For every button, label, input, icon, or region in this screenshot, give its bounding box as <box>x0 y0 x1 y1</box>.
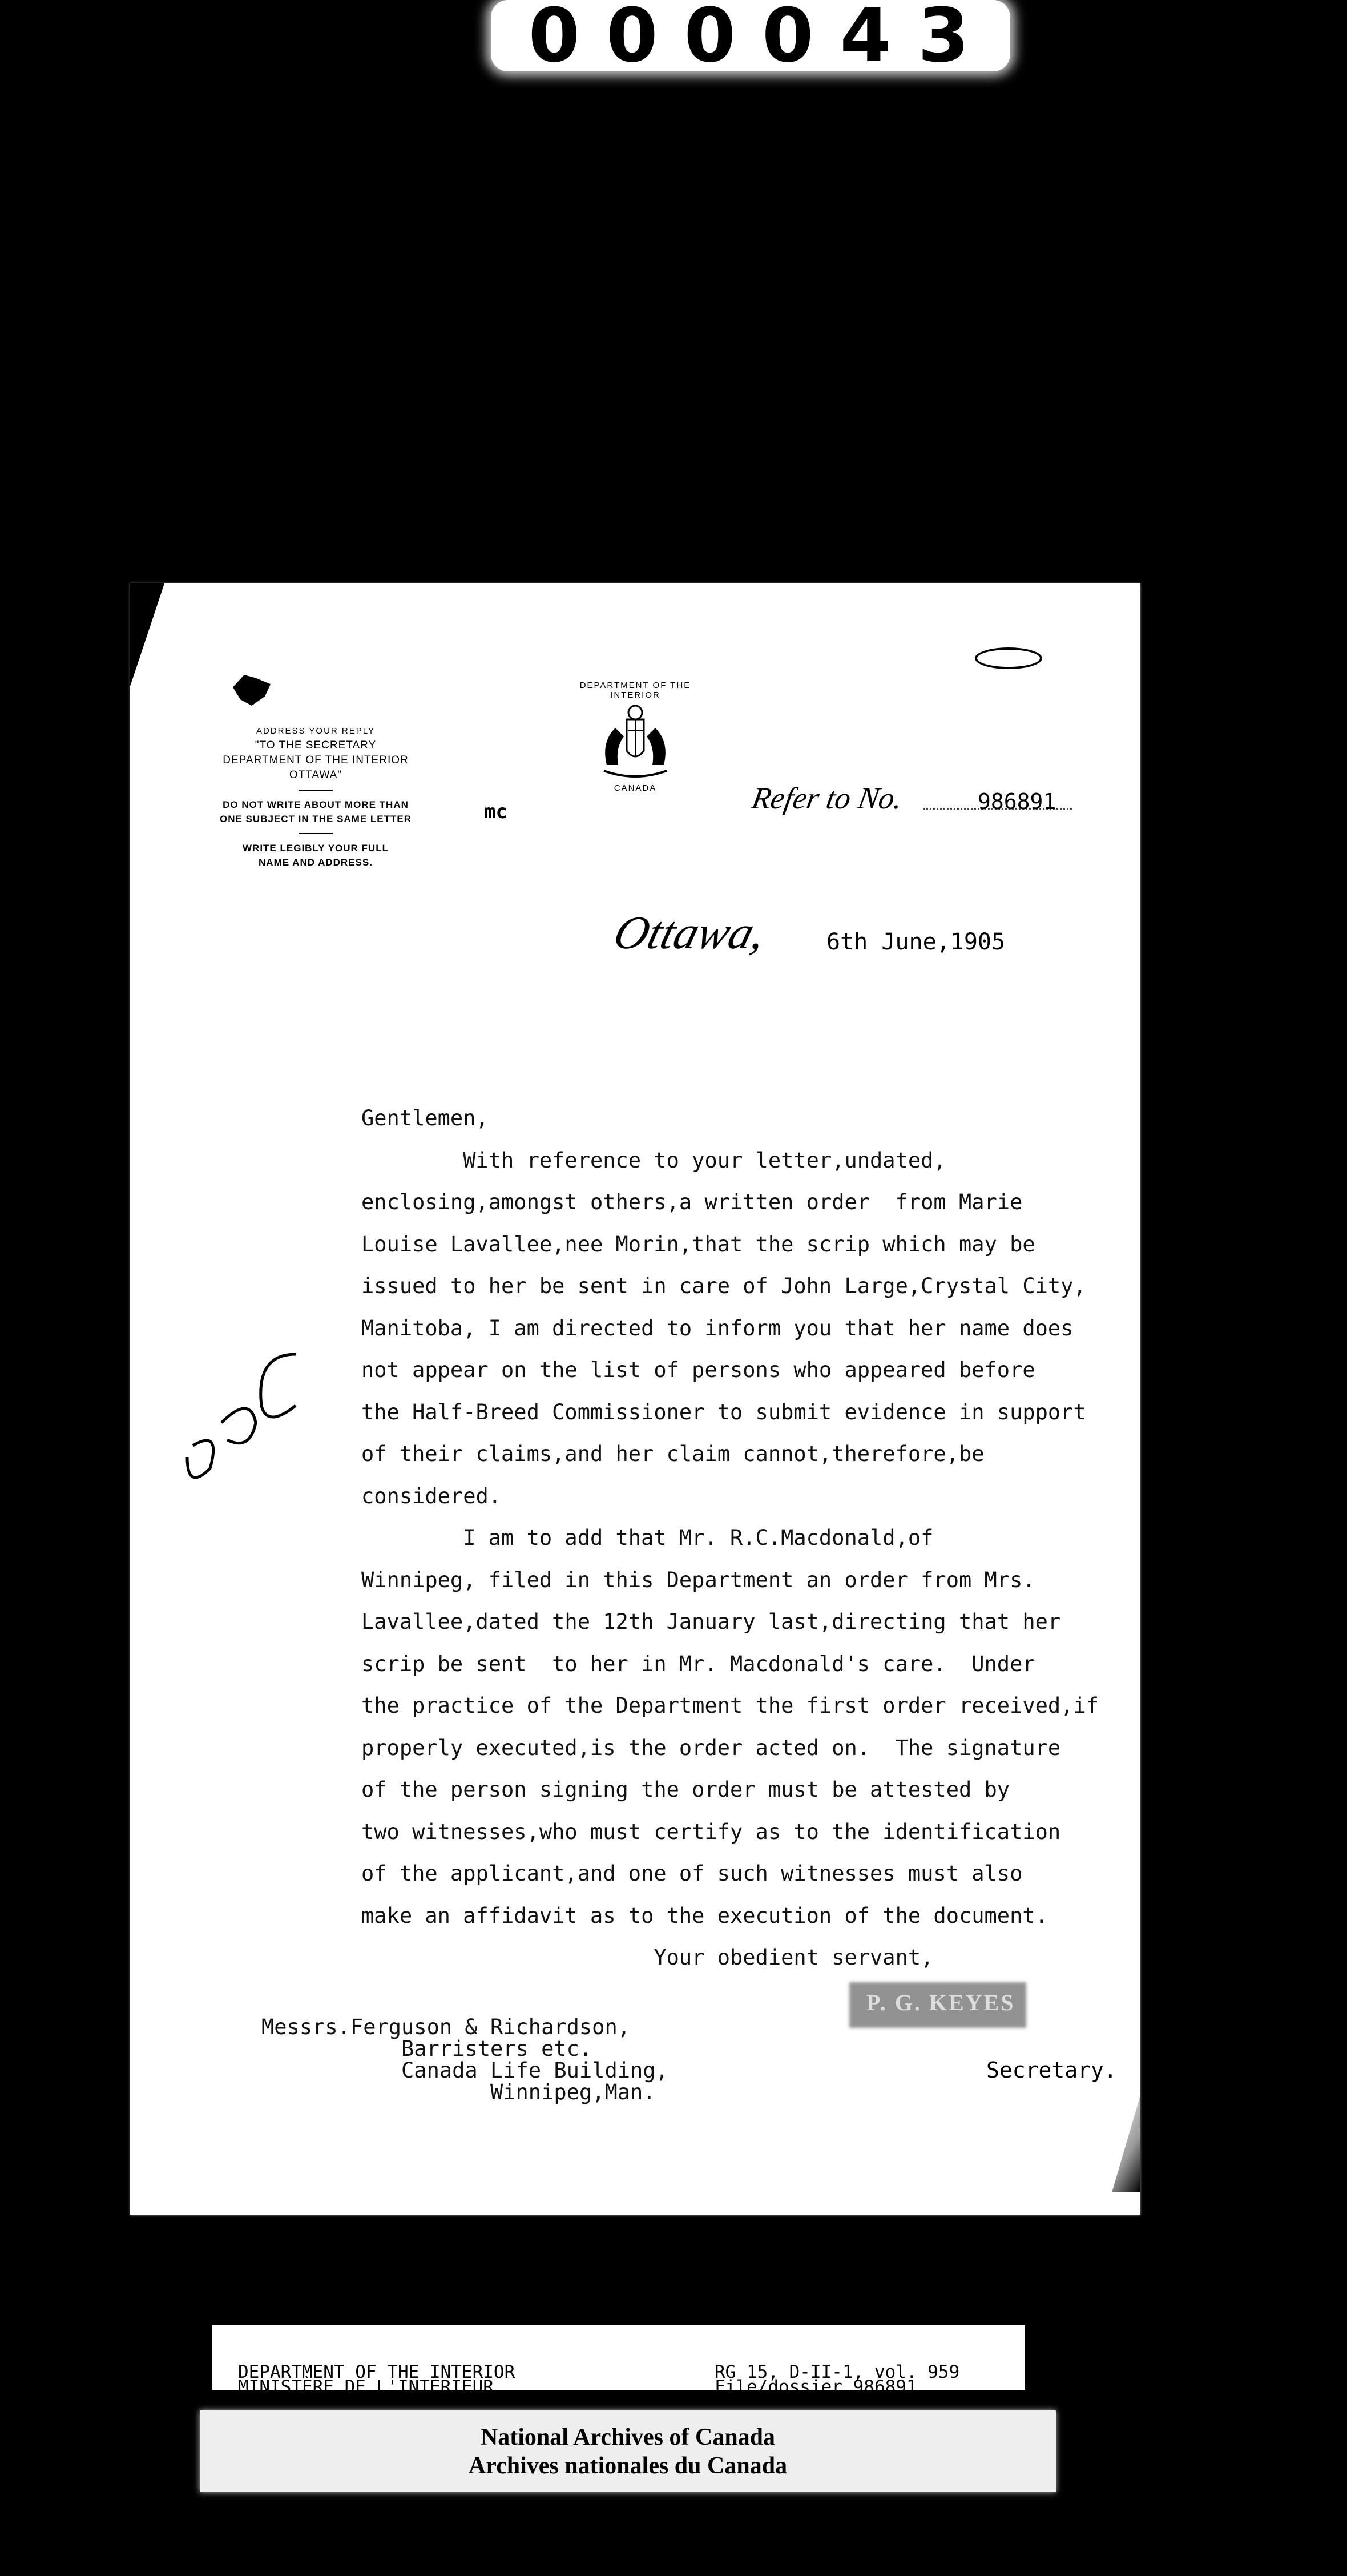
file-reference <box>715 2362 960 2397</box>
coat-of-arms-icon <box>592 702 678 782</box>
refer-label: Refer to No. <box>749 781 905 815</box>
file-number: 000043 <box>528 0 996 79</box>
address-reply-label: ADDRESS YOUR REPLY <box>256 726 375 736</box>
body-line: of the person signing the order must be attested by <box>361 1777 1010 1802</box>
salutation: Gentlemen, <box>361 1106 489 1130</box>
crest-top-text: DEPARTMENT OF THE INTERIOR <box>579 681 691 700</box>
body-line: With reference to your letter,undated, <box>361 1148 946 1173</box>
department-crest <box>575 675 695 806</box>
divider <box>299 790 333 791</box>
instruction-line: ONE SUBJECT IN THE SAME LETTER <box>219 814 412 824</box>
body-line: make an affidavit as to the execution of the document. <box>361 1903 1048 1928</box>
archive-name-label <box>200 2410 1056 2492</box>
instruction-line: NAME AND ADDRESS. <box>259 857 373 868</box>
typist-initials: mc <box>484 800 507 823</box>
department-line: DEPARTMENT OF THE INTERIOR <box>223 754 409 766</box>
closing-line: Your obedient servant, <box>361 1945 934 1970</box>
recipient-address <box>261 2016 668 2103</box>
body-line: issued to her be sent in care of John Large,Crystal City, <box>361 1274 1086 1298</box>
instruction-line: WRITE LEGIBLY YOUR FULL <box>243 843 389 854</box>
body-line: two witnesses,who must certify as to the identification <box>361 1819 1061 1844</box>
department-en: DEPARTMENT OF THE INTERIOR <box>238 2362 515 2382</box>
body-line: I am to add that Mr. R.C.Macdonald,of <box>361 1526 934 1550</box>
city-line: OTTAWA" <box>289 769 342 781</box>
archive-name-en: National Archives of Canada <box>480 2424 776 2450</box>
record-group: RG 15, D-II-1, vol. 959 <box>715 2362 960 2382</box>
body-line: Manitoba, I am directed to inform you that her name does <box>361 1315 1074 1341</box>
beaver-emblem-icon <box>233 675 271 706</box>
body-line: of the applicant,and one of such witnesses must also <box>361 1861 1023 1886</box>
divider <box>299 833 333 834</box>
body-line: scrip be sent to her in Mr. Macdonald's care. Under <box>361 1651 1035 1676</box>
signatory-title: Secretary. <box>986 2058 1117 2083</box>
address-line: Messrs.Ferguson & Richardson, <box>261 2015 631 2039</box>
letter-date: 6th June,1905 <box>826 929 1006 955</box>
file-number-stamp <box>491 0 1010 79</box>
archive-reference-label <box>212 2325 1025 2397</box>
body-line: not appear on the list of persons who appeared before <box>361 1358 1035 1382</box>
body-line: Lavallee,dated the 12th January last,directing that her <box>361 1609 1061 1634</box>
address-line: Canada Life Building, <box>261 2058 668 2083</box>
body-line: of their claims,and her claim cannot,therefore,be <box>361 1442 985 1466</box>
pencil-mark <box>975 647 1042 669</box>
torn-corner <box>130 583 164 686</box>
letterhead-instructions <box>210 726 421 870</box>
handwritten-margin-note <box>170 1320 318 1491</box>
body-line: considered. <box>361 1483 502 1508</box>
letter-page <box>130 583 1140 2215</box>
department-label <box>238 2362 515 2397</box>
place-of-writing: Ottawa, <box>608 907 772 959</box>
body-line: the Half-Breed Commissioner to submit evidence in support <box>361 1399 1086 1424</box>
body-line: enclosing,amongst others,a written order from Marie <box>361 1190 1023 1214</box>
to-secretary-line: "TO THE SECRETARY <box>255 739 377 751</box>
signature-stamp: P. G. KEYES <box>866 1990 1015 2015</box>
body-line: Louise Lavallee,nee Morin,that the scrip which may be <box>361 1231 1035 1257</box>
file-dossier: File/dossier 986891 <box>715 2377 917 2397</box>
letter-body <box>361 1097 1120 1979</box>
page-curl <box>1112 2095 1140 2192</box>
crest-bottom-text: CANADA <box>614 783 657 793</box>
address-line: Barristers etc. <box>261 2036 592 2061</box>
department-fr: MINISTÈRE DE L'INTÉRIEUR <box>238 2377 494 2397</box>
address-line: Winnipeg,Man. <box>261 2080 656 2104</box>
reference-number: 986891 <box>978 789 1056 814</box>
body-line: Winnipeg, filed in this Department an order from Mrs. <box>361 1567 1035 1592</box>
archive-name-fr: Archives nationales du Canada <box>468 2453 788 2479</box>
body-line: properly executed,is the order acted on. The signature <box>361 1735 1061 1760</box>
body-line: the practice of the Department the first order received,if <box>361 1693 1099 1718</box>
instruction-line: DO NOT WRITE ABOUT MORE THAN <box>223 799 409 810</box>
